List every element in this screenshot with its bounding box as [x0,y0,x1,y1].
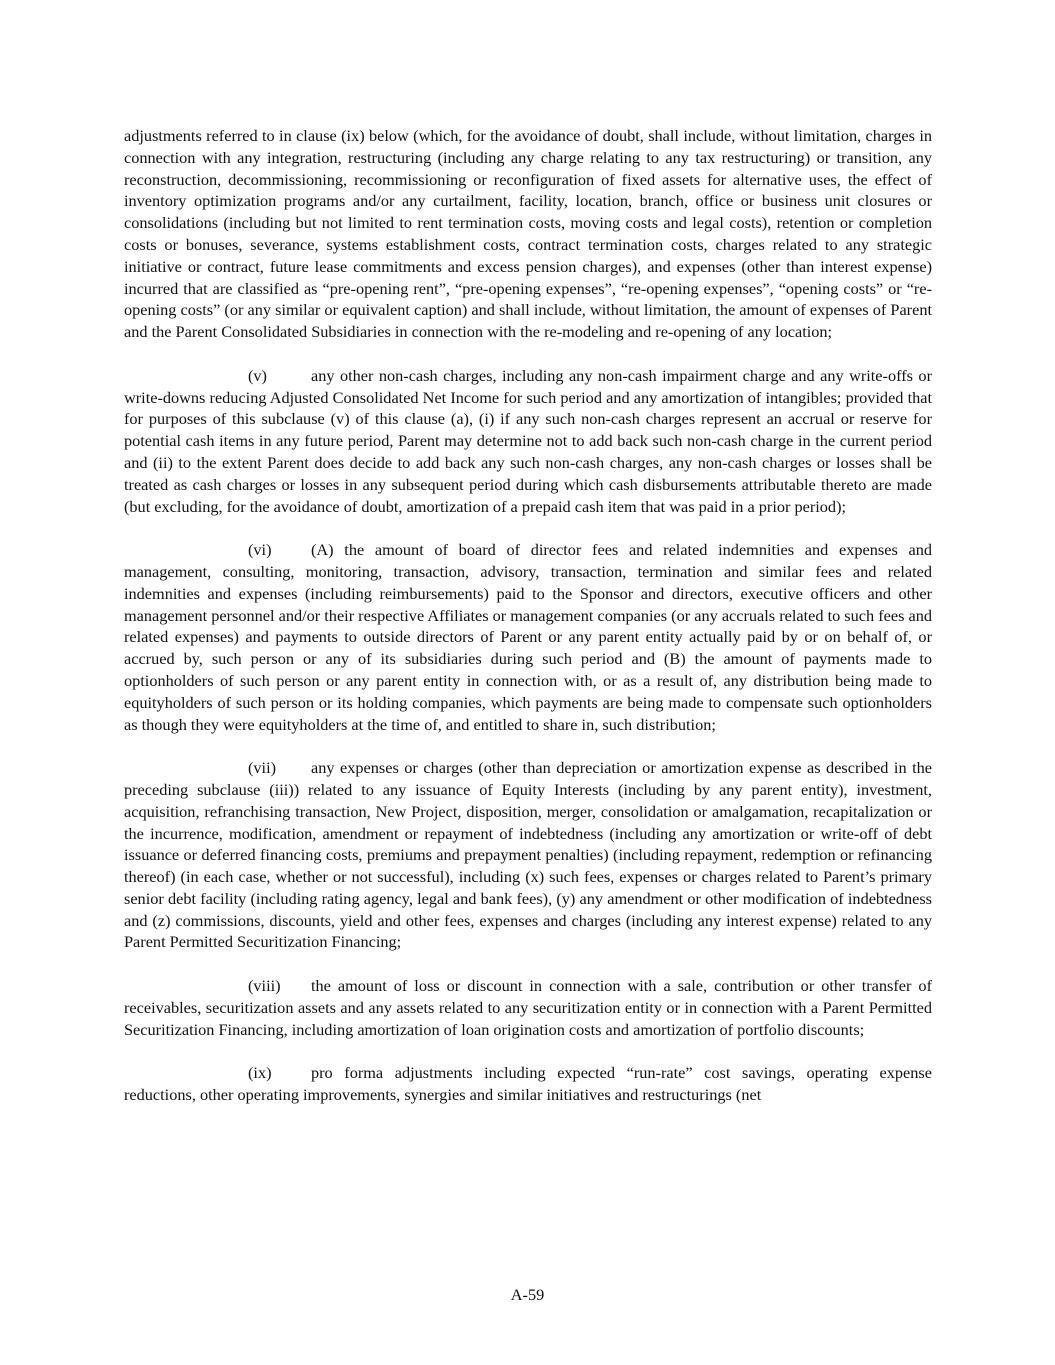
paragraph-text: adjustments referred to in clause (ix) below (which, for the avoidance of doubt, shall include, without limitation, charges in connection with any integration, restructuring (including any charge relating to any tax restructuring) or transition, any reconstruction, decommissioning, recommissioning or reconfiguration of fixed assets for alternative uses, the effect of inventory optimization programs and/or any curtailment, facility, location, branch, office or business unit closures or consolidations (including but not limited to rent termination costs, moving costs and legal costs), retention or completion costs or bonuses, severance, systems establishment costs, contract termination costs, charges related to any strategic initiative or contract, future lease commitments and excess pension charges), and expenses (other than interest expense) incurred that are classified as “pre-opening rent”, “pre-opening expenses”, “re-opening expenses”, “opening costs” or “re-opening costs” (or any similar or equivalent caption) and shall include, without limitation, the amount of expenses of Parent and the Parent Consolidated Subsidiaries in connection with the re-modeling and re-opening of any location; [124,126,932,342]
paragraph-text: any other non-cash charges, including any non-cash impairment charge and any write-offs or write-downs reducing Adjusted Consolidated Net Income for such period and any amortization of intangibles; provided that for purposes of this subclause (v) of this clause (a), (i) if any such non-cash charges represent an accrual or reserve for potential cash items in any future period, Parent may determine not to add back such non-cash charge in the current period and (ii) to the extent Parent does decide to add back any such non-cash charges, any non-cash charges or losses shall be treated as cash charges or losses in any subsequent period during which cash disbursements attributable thereto are made (but excluding, for the avoidance of doubt, amortization of a prepaid cash item that was paid in a prior period); [124,365,932,516]
clause-label: (v) [248,365,267,385]
clause-label: (vii) [248,758,277,778]
paragraph-text: (A) the amount of board of director fees and related indemnities and expenses and management, consulting, monitoring, transaction, advisory, transaction, termination and similar fees and related indemnities and expenses (including reimbursements) paid to the Sponsor and directors, executive officers and other management personnel and/or their respective Affiliates or management companies (or any accruals related to such fees and related expenses) and payments to outside directors of Parent or any parent entity actually paid by or on behalf of, or accrued by, such person or any of its subsidiaries during such period and (B) the amount of payments made to optionholders of such person or any parent entity in connection with, or as a result of, any distribution being made to equityholders of such person or its holding companies, which payments are being made to compensate such optionholders as though they were equityholders at the time of, and entitled to share in, such distribution; [124,540,933,734]
clause-label: (vi) [248,540,272,560]
paragraph-text: pro forma adjustments including expected “run-rate” cost savings, operating expense reductions, other operating improvements, synergies and similar initiatives and restructurings (net [124,1063,932,1105]
paragraph-text: any expenses or charges (other than depreciation or amortization expense as described in the preceding subclause (iii)) related to any issuance of Equity Interests (including by any parent entity), investment, acquisition, refranchising transaction, New Project, disposition, merger, consolidation or amalgamation, recapitalization or the incurrence, modification, amendment or repayment of indebtedness (including any amortization or write-off of debt issuance or deferred financing costs, premiums and prepayment penalties) (including repayment, redemption or refinancing thereof) (in each case, whether or not successful), including (x) such fees, expenses or charges related to Parent’s primary senior debt facility (including rating agency, legal and bank fees), (y) any amendment or other modification of indebtedness and (z) commissions, discounts, yield and other fees, expenses and charges (including any interest expense) related to any Parent Permitted Securitization Financing; [124,758,932,952]
page-number: A-59 [510,1285,545,1304]
clause-label: (viii) [248,976,281,996]
clause-label: (ix) [248,1063,272,1083]
paragraph-continuation [124,125,932,343]
paragraph-clause-viii [124,975,932,1040]
paragraph-clause-ix [124,1062,932,1106]
paragraph-text: the amount of loss or discount in connection with a sale, contribution or other transfer of receivables, securitization assets and any assets related to any securitization entity or in connection with a Parent Permitted Securitization Financing, including amortization of loan origination costs and amortization of portfolio discounts; [124,976,932,1039]
document-body [124,125,932,1128]
paragraph-clause-v [124,365,932,518]
paragraph-clause-vii [124,757,932,953]
paragraph-clause-vi [124,539,932,735]
